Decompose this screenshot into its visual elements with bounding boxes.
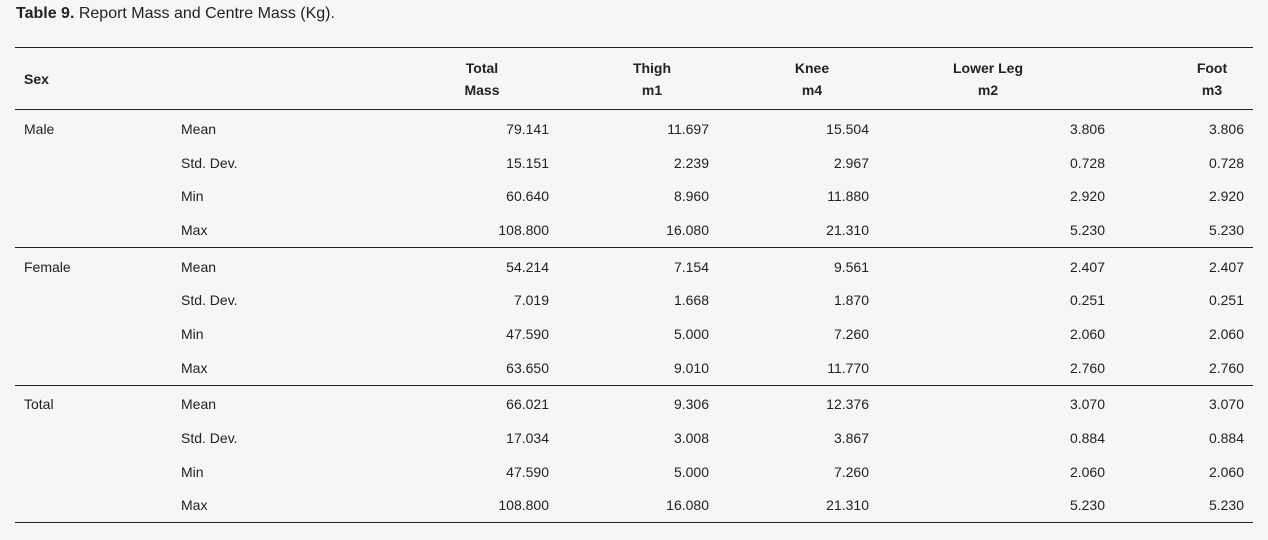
stat-cell: Mean: [181, 258, 217, 275]
total-mass-cell: 63.650: [349, 351, 549, 385]
header-foot-line2: m3: [1201, 81, 1223, 98]
knee-cell: 11.880: [827, 188, 869, 205]
total-mass-cell: 7.019: [513, 292, 549, 309]
lower-leg-cell: 0.728: [1069, 154, 1105, 171]
header-stat: [181, 48, 349, 110]
header-thigh: [549, 48, 709, 110]
sex-cell: [15, 489, 181, 523]
table-row: [15, 146, 1253, 180]
knee-cell: 11.770: [709, 351, 869, 385]
stat-cell: Min: [181, 325, 204, 342]
foot-cell: 3.806: [1208, 120, 1244, 137]
stat-cell: Min: [181, 188, 204, 205]
stat-cell: Mean: [181, 120, 217, 137]
knee-cell: 12.376: [826, 396, 869, 413]
thigh-cell: 5.000: [673, 463, 709, 480]
knee-cell: 15.504: [826, 120, 869, 137]
thigh-cell: 1.668: [673, 292, 709, 309]
header-row: [15, 48, 1253, 110]
foot-cell: 2.060: [1208, 325, 1244, 342]
header-sex: Sex: [15, 48, 181, 110]
header-knee: [709, 48, 869, 110]
total-mass-cell: 17.034: [506, 430, 549, 447]
foot-cell: 0.251: [1208, 292, 1244, 309]
total-mass-cell: 54.214: [506, 258, 549, 275]
group-female: [15, 247, 1253, 385]
lower-leg-cell: 3.070: [1069, 396, 1105, 413]
thigh-cell: 8.960: [673, 188, 709, 205]
lower-leg-cell: 2.760: [869, 351, 1105, 385]
table-row: [15, 179, 1253, 213]
header-foot-line1: Foot: [1196, 59, 1228, 76]
total-mass-cell: 79.141: [506, 120, 549, 137]
caption-text: Report Mass and Centre Mass (Kg).: [74, 5, 335, 22]
stat-cell: Max: [181, 213, 349, 247]
table-row: [15, 489, 1253, 523]
thigh-cell: 16.080: [549, 213, 709, 247]
sex-cell: [15, 455, 181, 489]
sex-cell: [15, 146, 181, 180]
foot-cell: 5.230: [1105, 489, 1253, 523]
knee-cell: 2.967: [833, 154, 869, 171]
foot-cell: 5.230: [1105, 213, 1253, 247]
table-row: [15, 385, 1253, 421]
total-mass-cell: 108.800: [349, 213, 549, 247]
stat-cell: Max: [181, 489, 349, 523]
sex-cell: [15, 421, 181, 455]
stat-cell: Std. Dev.: [181, 292, 238, 309]
total-mass-cell: 108.800: [349, 489, 549, 523]
sex-cell: [15, 283, 181, 317]
lower-leg-cell: 5.230: [869, 489, 1105, 523]
knee-cell: 1.870: [833, 292, 869, 309]
header-lower-leg-line1: Lower Leg: [952, 59, 1023, 76]
header-total-mass: [349, 48, 549, 110]
stat-cell: Std. Dev.: [181, 430, 238, 447]
foot-cell: 2.920: [1208, 188, 1244, 205]
foot-cell: 2.407: [1208, 258, 1244, 275]
sex-cell: Male: [24, 120, 55, 137]
table-row: [15, 317, 1253, 351]
sex-cell: [15, 351, 181, 385]
total-mass-cell: 60.640: [506, 188, 549, 205]
group-male: [15, 110, 1253, 248]
group-total: [15, 385, 1253, 523]
knee-cell: 7.260: [833, 325, 869, 342]
foot-cell: 3.070: [1208, 396, 1244, 413]
foot-cell: 0.728: [1208, 154, 1244, 171]
knee-cell: 21.310: [709, 489, 869, 523]
header-thigh-line1: Thigh: [632, 59, 672, 76]
lower-leg-cell: 0.251: [1069, 292, 1105, 309]
thigh-cell: 7.154: [673, 258, 709, 275]
knee-cell: 21.310: [709, 213, 869, 247]
total-mass-cell: 15.151: [506, 154, 549, 171]
table-row: [15, 455, 1253, 489]
table-row: [15, 213, 1253, 247]
knee-cell: 7.260: [833, 463, 869, 480]
mass-table: [15, 47, 1253, 523]
stat-cell: Std. Dev.: [181, 154, 238, 171]
lower-leg-cell: 2.920: [1069, 188, 1105, 205]
thigh-cell: 5.000: [673, 325, 709, 342]
thigh-cell: 16.080: [549, 489, 709, 523]
stat-cell: Min: [181, 463, 204, 480]
sex-cell: [15, 317, 181, 351]
stat-cell: Mean: [181, 396, 217, 413]
header-knee-line2: m4: [801, 81, 823, 98]
thigh-cell: 11.697: [667, 120, 709, 137]
table-row: [15, 247, 1253, 283]
stat-cell: Max: [181, 351, 349, 385]
header-knee-line1: Knee: [794, 59, 830, 76]
lower-leg-cell: 2.060: [1069, 325, 1105, 342]
lower-leg-cell: 2.407: [1069, 258, 1105, 275]
lower-leg-cell: 5.230: [869, 213, 1105, 247]
lower-leg-cell: 3.806: [1069, 120, 1105, 137]
lower-leg-cell: 2.060: [1069, 463, 1105, 480]
total-mass-cell: 47.590: [506, 325, 549, 342]
total-mass-cell: 66.021: [506, 396, 549, 413]
knee-cell: 9.561: [833, 258, 869, 275]
sex-cell: [15, 213, 181, 247]
thigh-cell: 9.306: [673, 396, 709, 413]
header-lower-leg: [869, 48, 1105, 110]
table-row: [15, 110, 1253, 146]
foot-cell: 2.060: [1208, 463, 1244, 480]
header-thigh-line2: m1: [641, 81, 663, 98]
lower-leg-cell: 0.884: [1069, 430, 1105, 447]
sex-cell: Female: [24, 258, 71, 275]
caption-label: Table 9.: [16, 5, 75, 22]
header-foot: [1105, 48, 1253, 110]
table-row: [15, 351, 1253, 385]
thigh-cell: 9.010: [549, 351, 709, 385]
sex-cell: [15, 179, 181, 213]
header-total-mass-line2: Mass: [464, 81, 500, 98]
header-lower-leg-line2: m2: [977, 81, 999, 98]
foot-cell: 2.760: [1105, 351, 1253, 385]
foot-cell: 0.884: [1208, 430, 1244, 447]
sex-cell: Total: [24, 396, 54, 413]
thigh-cell: 2.239: [673, 154, 709, 171]
table-caption: [16, 4, 335, 24]
total-mass-cell: 47.590: [506, 463, 549, 480]
thigh-cell: 3.008: [673, 430, 709, 447]
knee-cell: 3.867: [833, 430, 869, 447]
table-row: [15, 283, 1253, 317]
header-total-mass-line1: Total: [465, 59, 499, 76]
table-row: [15, 421, 1253, 455]
